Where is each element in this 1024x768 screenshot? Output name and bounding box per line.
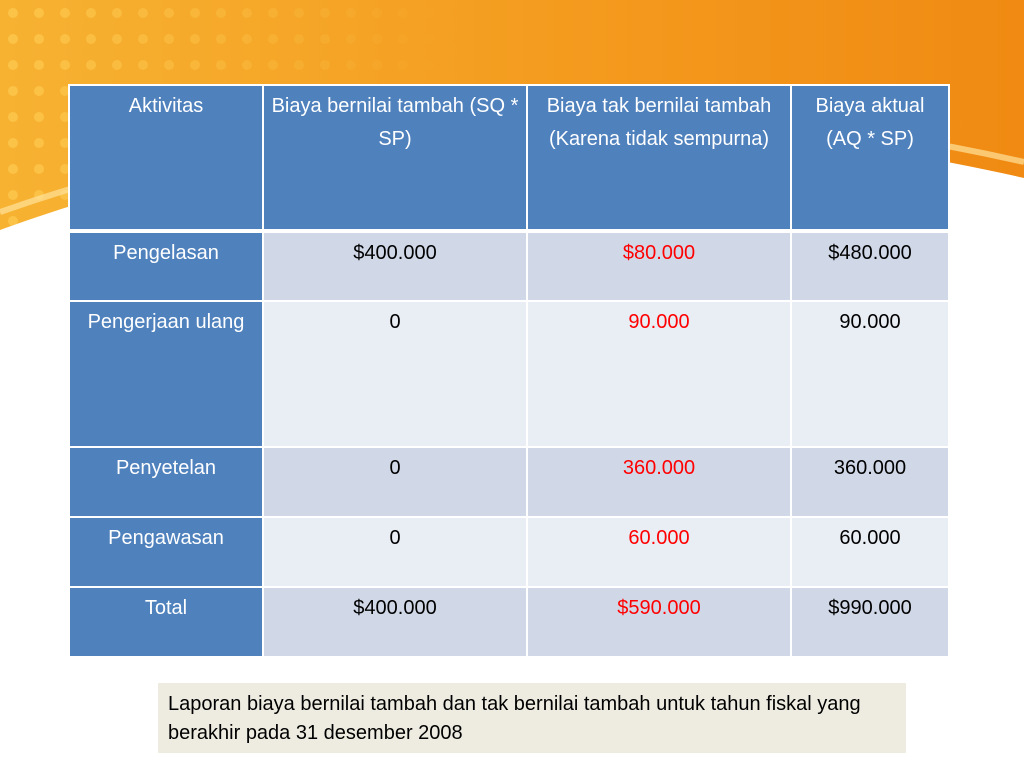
value-added-cell: 0 <box>263 517 527 587</box>
table-header-row <box>69 85 949 231</box>
row-activity-label: Pengerjaan ulang <box>69 301 263 447</box>
non-value-added-cell: $80.000 <box>527 231 791 301</box>
table-row <box>69 301 949 447</box>
cost-table <box>68 84 950 658</box>
header-non-value-added-cost: Biaya tak bernilai tambah (Karena tidak sempurna) <box>527 85 791 231</box>
actual-cost-cell: $480.000 <box>791 231 949 301</box>
non-value-added-cell: 360.000 <box>527 447 791 517</box>
header-actual-cost: Biaya aktual (AQ * SP) <box>791 85 949 231</box>
row-activity-label: Total <box>69 587 263 657</box>
value-added-cell: $400.000 <box>263 587 527 657</box>
row-activity-label: Pengawasan <box>69 517 263 587</box>
row-activity-label: Penyetelan <box>69 447 263 517</box>
actual-cost-cell: $990.000 <box>791 587 949 657</box>
header-aktivitas: Aktivitas <box>69 85 263 231</box>
table-row <box>69 447 949 517</box>
value-added-cell: 0 <box>263 447 527 517</box>
table-total-row <box>69 587 949 657</box>
non-value-added-cell: 60.000 <box>527 517 791 587</box>
header-value-added-cost: Biaya bernilai tambah (SQ * SP) <box>263 85 527 231</box>
report-caption: Laporan biaya bernilai tambah dan tak bernilai tambah untuk tahun fiskal yang berakhir pada 31 desember 2008 <box>158 683 906 753</box>
table-row <box>69 517 949 587</box>
value-added-cell: 0 <box>263 301 527 447</box>
non-value-added-cell: 90.000 <box>527 301 791 447</box>
actual-cost-cell: 60.000 <box>791 517 949 587</box>
value-added-cell: $400.000 <box>263 231 527 301</box>
row-activity-label: Pengelasan <box>69 231 263 301</box>
actual-cost-cell: 90.000 <box>791 301 949 447</box>
non-value-added-cell: $590.000 <box>527 587 791 657</box>
table-row <box>69 231 949 301</box>
actual-cost-cell: 360.000 <box>791 447 949 517</box>
